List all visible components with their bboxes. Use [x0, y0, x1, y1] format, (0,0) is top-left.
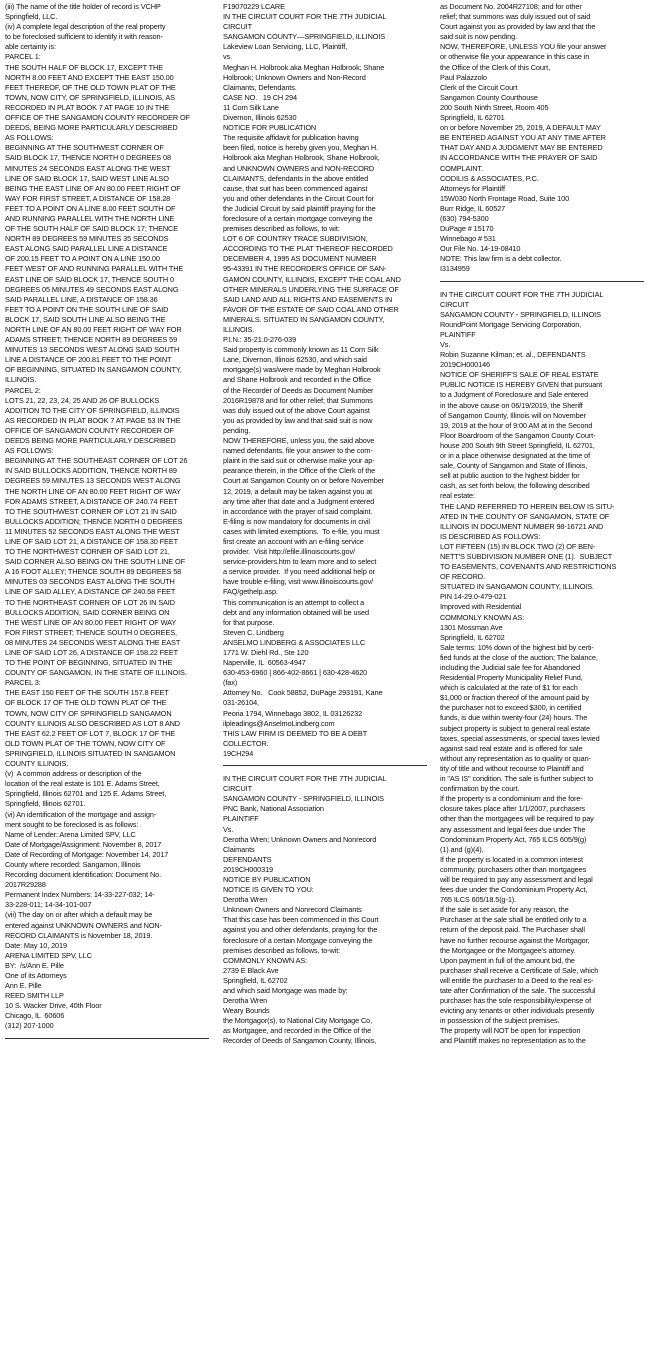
column-2	[223, 2, 427, 1359]
notice-divider	[5, 1038, 209, 1039]
notice-text: F19070229 LCARE IN THE CIRCUIT COURT FOR THE 7TH JUDICIAL CIRCUIT SANGAMON COUNTY—SPRINGFIELD, ILLINOIS Lakeview Loan Servicing, LLC, Plaintiff, vs. Meghan H. Holbrook aka Meghan Holbrook; Shane Holbrook; Unknown Owners and Non-Record Claimants, Defendants. CASE NO. 19 CH 294 11 Corn Silk Lane Divernon, Illinois 62530 NOTICE FOR PUBLICATION The requisite affidavit for publication having been filed, notice is hereby given you, Meghan H. Holbrook aka Meghan Holbrook, Shane Holbrook, and UNKNOWN OWNERS and NON-RECORD CLAIMANTS, defendants in the above entitled cause, that suit has been commenced against you and other defendants in the Circuit Court for the Judicial Circuit by said plaintiff praying for the foreclosure of a certain mortgage conveying the premises described as follows, to wit: LOT 6 OF COUNTRY TRACE SUBDIVISION, ACCORDING TO THE PLAT THEREOF RECORDED DECEMBER 4, 1995 AS DOCUMENT NUMBER 95-43391 IN THE RECORDER'S OFFICE OF SAN- GAMON COUNTY, ILLINOIS, EXCEPT THE COAL AND OTHER MINERALS UNDERLYING THE SURFACE OF SAID LAND AND ALL RIGHTS AND EASEMENTS IN FAVOR OF THE ESTATE OF SAID COAL AND OTHER MINERALS. SITUATED IN SANGAMON COUNTY, ILLINOIS. P.I.N.: 35-21.0-276-039 Said property is commonly known as 11 Corn Silk Lane, Divernon, Illinois 62530, and which said mortgage(s) was/were made by Meghan Holbrook and Shane Holbrook and recorded in the Office of the Recorder of Deeds as Document Number 2016R19878 and for other relief; that Summons was duly issued out of the above Court against you as provided by law and that said suit is now pending. NOW THEREFORE, unless you, the said above named defendants, file your answer to the com- plaint in the said suit or otherwise make your ap- pearance therein, in the Office of the Clerk of the Court at Sangamon County on or before November 12, 2019, a default may be taken against you at any time after that date and a Judgment entered in accordance with the prayer of said complaint. E-filing is now mandatory for documents in civil cases with limited exemptions. To e-file, you must first create an account with an e-filing service provider. Visit http://efile.illinoiscourts.gov/ service-providers.htm to learn more and to select a service provider. If you need additional help or have trouble e-filing, visit www.illinoiscourts.gov/ FAQ/gethelp.asp. This communication is an attempt to collect a debt and any information obtained will be used for that purpose. Steven C. Lindberg ANSELMO LINDBERG & ASSOCIATES LLC 1771 W. Diehl Rd., Ste 120 Naperville, IL 60563-4947 630-453-6960 | 866-402-8661 | 630-428-4620 (fax) Attorney No. Cook 58852, DuPage 293191, Kane 031-26104, Peoria 1794, Winnebago 3802, IL 03126232 ilpleadings@AnselmoLindberg.com THIS LAW FIRM IS DEEMED TO BE A DEBT COLLECTOR. 19CH294	[223, 2, 401, 758]
notice-divider	[223, 765, 427, 766]
column-1	[5, 2, 209, 1359]
notice-divider	[440, 281, 644, 282]
notice-text: IN THE CIRCUIT COURT FOR THE 7TH JUDICIAL CIRCUIT SANGAMON COUNTY - SPRINGFIELD, ILLINOIS PNC Bank, National Association PLAINTIFF Vs. Derotha Wren; Unknown Owners and Nonrecord Claimants DEFENDANTS 2019CH000319 NOTICE BY PUBLICATION NOTICE IS GIVEN TO YOU: Derotha Wren Unknown Owners and Nonrecord Claimants That this case has been commenced in this Court against you and other defendants, praying for the foreclosure of a certain Mortgage conveying the premises described as follows, to-wit: COMMONLY KNOWN AS: 2739 E Black Ave Springfield, IL 62702 and which said Mortgage was made by: Derotha Wren Weary Bounds the Mortgagor(s), to National City Mortgage Co, as Mortgagee, and recorded in the Office of the Recorder of Deeds of Sangamon County, Illinois,	[223, 774, 387, 1046]
notice-text: IN THE CIRCUIT COURT FOR THE 7TH JUDICIAL CIRCUIT SANGAMON COUNTY - SPRINGFIELD, ILLINOIS RoundPoint Mortgage Servicing Corporation, PLAINTIFF Vs. Robin Suzanne Kilman; et. al., DEFENDANTS 2019CH000146 NOTICE OF SHERIFF'S SALE OF REAL ESTATE PUBLIC NOTICE IS HEREBY GIVEN that pursuant to a Judgment of Foreclosure and Sale entered in the above cause on 06/19/2019, the Sheriff of Sangamon County, Illinois will on November 19, 2019 at the hour of 9:00 AM at in the Second Floor Boardroom of the Sangamon County Court- house 200 South 9th Street Springfield, IL 62701, or in a place otherwise designated at the time of sale, County of Sangamon and State of Illinois, sell at public auction to the highest bidder for cash, as set forth below, the following described real estate: THE LAND REFERRED TO HEREIN BELOW IS SITU- ATED IN THE COUNTY OF SANGAMON, STATE OF ILLINOIS IN DOCUMENT NUMBER 98-16721 AND IS DESCRIBED AS FOLLOWS: LOT FIFTEEN (15) IN BLOCK TWO (2) OF BEN- NETT'S SUBDIVISION NUMBER ONE (1). SUBJECT TO EASEMENTS, COVENANTS AND RESTRICTIONS OF RECORD. SITUATED IN SANGAMON COUNTY, ILLINOIS. PIN 14-29.0-479-021 Improved with Residential COMMONLY KNOWN AS: 1301 Mossman Ave Springfield, IL 62702 Sale terms: 10% down of the highest bid by certi- fied funds at the close of the auction; The balance, including the Judicial sale fee for Abandoned Residential Property Municipality Relief Fund, which is calculated at the rate of $1 for each $1,000 or fraction thereof of the amount paid by the purchaser not to exceed $300, in certified funds, is due within twenty-four (24) hours. The subject property is subject to general real estate taxes, special assessments, or special taxes levied against said real estate and is offered for sale without any representation as to quality or quan- tity of title and without recourse to Plaintiff and in "AS IS" condition. The sale is further subject to confirmation by the court. If the property is a condominium and the fore- closure takes place after 1/1/2007, purchasers other than the mortgagees will be required to pay any assessment and legal fees due under The Condominium Property Act, 765 ILCS 605/9(g) (1) and (g)(4). If the property is located in a common interest community, purchasers other than mortgagees will be required to pay any assessment and legal fees due under the Condominium Property Act, 765 ILCS 605/18.5(g-1). If the sale is set aside for any reason, the Purchaser at the sale shall be entitled only to a return of the deposit paid. The Purchaser shall have no further recourse against the Mortgagor, the Mortgagee or the Mortgagee's attorney. Upon payment in full of the amount bid, the purchaser shall receive a Certificate of Sale, which will entitle the purchaser to a Deed to the real es- tate after Confirmation of the sale. The successful purchaser has the sole responsibility/expense of evicting any tenants or other individuals presently in possession of the subject premises. The property will NOT be open for inspection and Plaintiff makes no representation as to the	[440, 289, 617, 1046]
column-3	[440, 2, 644, 1359]
notice-text: as Document No. 2004R27108; and for other relief; that summons was duly issued out of said Court against you as provided by law and that the said suit is now pending. NOW, THEREFORE, UNLESS YOU file your answer or otherwise file your appearance in this case in the Office of the Clerk of this Court, Paul Palazzolo Clerk of the Circuit Court Sangamon County Courthouse 200 South Ninth Street, Room 405 Springfield, IL 62701 on or before November 25, 2019, A DEFAULT MAY BE ENTERED AGAINST YOU AT ANY TIME AFTER THAT DAY AND A JUDGMENT MAY BE ENTERED IN ACCORDANCE WITH THE PRAYER OF SAID COMPLAINT. CODILIS & ASSOCIATES, P.C. Attorneys for Plaintiff 15W030 North Frontage Road, Suite 100 Burr Ridge, IL 60527 (630) 794-5300 DuPage # 15170 Winnebago # 531 Our File No. 14-19-08410 NOTE: This law firm is a debt collector. I3134959	[440, 2, 607, 274]
notice-text: (iii) The name of the title holder of record is VCHP Springfield, LLC. (iv) A complete legal description of the real property to be foreclosed sufficient to identify it with reason- able certainty is: PARCEL 1: THE SOUTH HALF OF BLOCK 17, EXCEPT THE NORTH 8.00 FEET AND EXCEPT THE EAST 150.00 FEET THEREOF, OF THE OLD TOWN PLAT OF THE TOWN, NOW CITY, OF SPRINGFIELD, ILLINOIS, AS RECORDED IN PLAT BOOK 7 AT PAGE 10 IN THE OFFICE OF THE SANGAMON COUNTY RECORDER OF DEEDS, BEING MORE PARTICULARLY DESCRIBED AS FOLLOWS: BEGINNING AT THE SOUTHWEST CORNER OF SAID BLOCK 17, THENCE NORTH 0 DEGREES 08 MINUTES 24 SECONDS EAST ALONG THE WEST LINE OF SAID BLOCK 17, SAID WEST LINE ALSO BEING THE EAST LINE OF AN 80.00 FEET RIGHT OF WAY FOR FIRST STREET, A DISTANCE OF 158.28 FEET TO A POINT ON A LINE 8.00 FEET SOUTH OF AND RUNNING PARALLEL WITH THE NORTH LINE OF THE SOUTH HALF OF SAID BLOCK 17; THENCE NORTH 89 DEGREES 59 MINUTES 35 SECONDS EAST ALONG SAID PARALLEL LINE A DISTANCE OF 200.15 FEET TO A POINT ON A LINE 150.00 FEET WEST OF AND RUNNING PARALLEL WITH THE EAST LINE OF SAID BLOCK 17, THENCE SOUTH 0 DEGREES 05 MINUTES 49 SECONDS EAST ALONG SAID PARALLEL LINE, A DISTANCE OF 158.36 FEET TO A POINT ON THE SOUTH LINE OF SAID BLOCK 17, SAID SOUTH LINE ALSO BEING THE NORTH LINE OF AN 80.00 FEET RIGHT OF WAY FOR ADAMS STREET; THENCE NORTH 89 DEGREES 59 MINUTES 13 SECONDS WEST ALONG SAID SOUTH LINE A DISTANCE OF 200.81 FEET TO THE POINT OF BEGINNING, SITUATED IN SANGAMON COUNTY, ILLINOIS. PARCEL 2: LOTS 21, 22, 23, 24, 25 AND 26 OF BULLOCKS ADDITION TO THE CITY OF SPRINGFIELD, ILLINOIS AS RECORDED IN PLAT BOOK 7 AT PAGE 53 IN THE OFFICE OF SANGAMON COUNTY RECORDER OF DEEDS BEING MORE PARTICULARLY DESCRIBED AS FOLLOWS: BEGINNING AT THE SOUTHEAST CORNER OF LOT 26 IN SAID BULLOCKS ADDITION, THENCE NORTH 89 DEGREES 59 MINUTES 13 SECONDS WEST ALONG THE NORTH LINE OF AN 80.00 FEET RIGHT OF WAY FOR ADAMS STREET, A DISTANCE OF 240.74 FEET TO THE SOUTHWEST CORNER OF LOT 21 IN SAID BULLOCKS ADDITION; THENCE NORTH 0 DEGREES 11 MINUTES 52 SECONDS EAST ALONG THE WEST LINE OF SAID LOT 21, A DISTANCE OF 158.30 FEET TO THE NORTHWEST CORNER OF SAID LOT 21, SAID CORNER ALSO BEING ON THE SOUTH LINE OF A 16 FOOT ALLEY; THENCE SOUTH 89 DEGREES 58 MINUTES 03 SECONDS EAST ALONG THE SOUTH LINE OF SAID ALLEY, A DISTANCE OF 240.58 FEET TO THE NORTHEAST CORNER OF LOT 26 IN SAID BULLOCKS ADDITION, SAID CORNER BEING ON THE WEST LINE OF AN 80.00 FEET RIGHT OF WAY FOR FIRST STREET; THENCE SOUTH 0 DEGREES, 08 MINUTES 24 SECONDS WEST ALONG THE EAST LINE OF SAID LOT 26, A DISTANCE OF 158.22 FEET TO THE POINT OF BEGINNING, SITUATED IN THE COUNTY OF SANGAMON, IN THE STATE OF ILLINOIS. PARCEL 3: THE EAST 150 FEET OF THE SOUTH 157.8 FEET OF BLOCK 17 OF THE OLD TOWN PLAT OF THE TOWN, NOW CITY OF SPRINGFIELD SANGAMON COUNTY ILLINOIS ALSO DESCRIBED AS LOT 8 AND THE EAST 62.2 FEET OF LOT 7, BLOCK 17 OF THE OLD TOWN PLAT OF THE TOWN, NOW CITY OF SPRINGFIELD, ILLINOIS SITUATED IN SANGAMON COUNTY ILLINOIS. (v) A common address or description of the location of the real estate is 101 E. Adams Street, Springfield, Illinois 62701 and 125 E. Adams Street, Springfield, Illinois 62701. (vi) An identification of the mortgage and assign- ment sought to be foreclosed is as follows: Name of Lender: Arena Limited SPV, LLC Date of Mortgage/Assignment: November 8, 2017 Date of Recording of Mortgage: November 14, 2017 County where recorded: Sangamon, Illinois Recording document identification: Document No. 2017R29288 Permanent Index Numbers: 14-33-227-032; 14- 33-228-011; 14-34-101-007 (vii) The day on or after which a default may be entered against UNKNOWN OWNERS and NON- RECORD CLAIMANTS is November 18, 2019. Date: May 10, 2019 ARENA LIMITED SPV, LLC BY: /s/Ann E. Pille One of its Attorneys Ann E. Pille REED SMITH LLP 10 S. Wacker Drive, 40th Floor Chicago, IL 60606 (312) 207-1000	[5, 2, 190, 1031]
